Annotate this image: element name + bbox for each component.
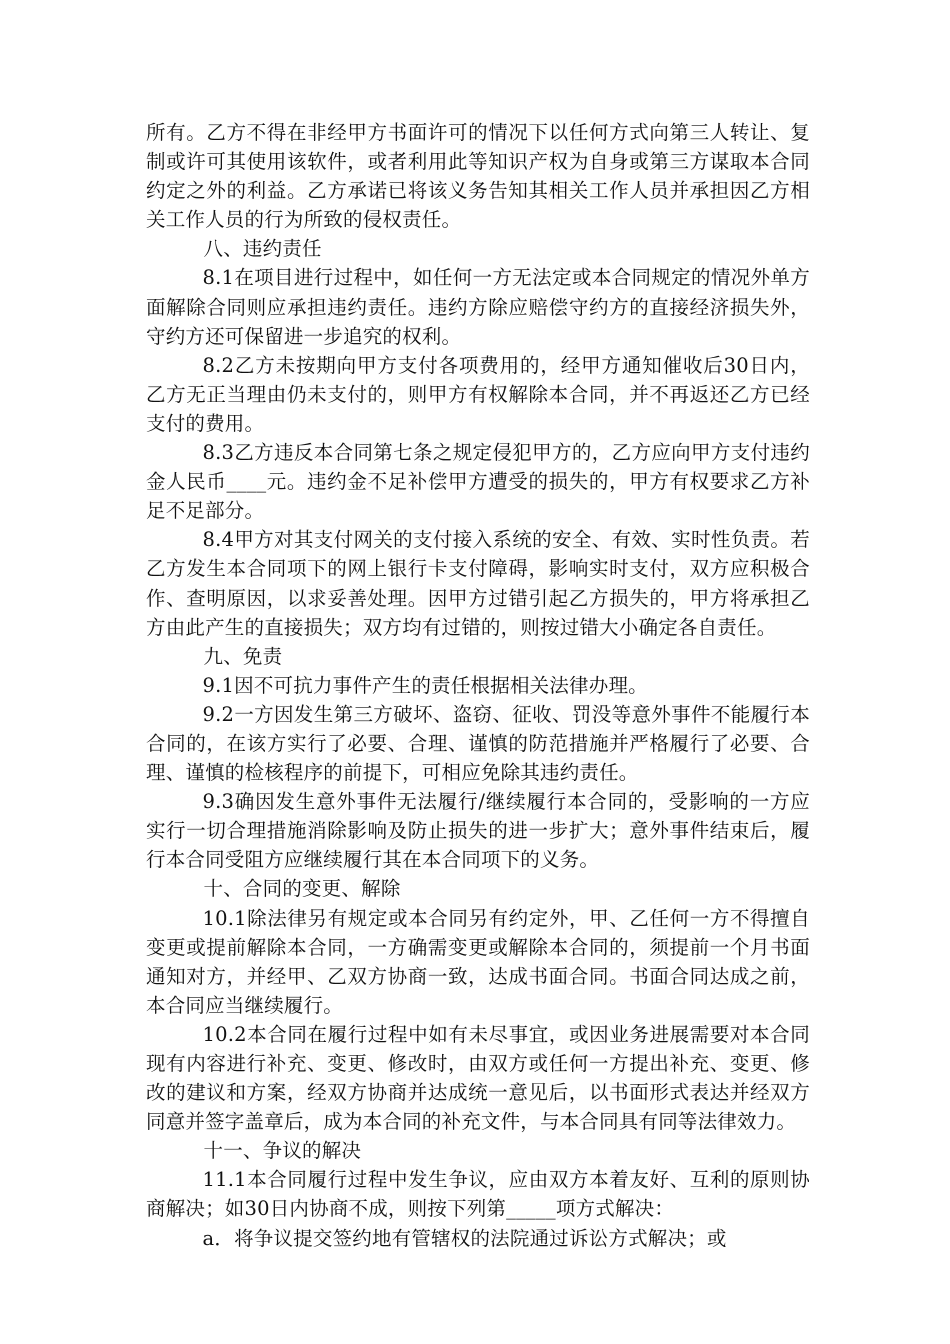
clause-8-3: 8.3乙方违反本合同第七条之规定侵犯甲方的，乙方应向甲方支付违约金人民币____元。违约金不足补偿甲方遭受的损失的，甲方有权要求乙方补足不足部分。 (146, 441, 810, 523)
clause-9-2: 9.2一方因发生第三方破坏、盗窃、征收、罚没等意外事件不能履行本合同的，在该方实行了必要、合理、谨慎的防范措施并严格履行了必要、合理、谨慎的检核程序的前提下，可相应免除其违约责任。 (146, 702, 810, 785)
section-heading-breach: 八、违约责任 (203, 237, 322, 261)
section-heading-dispute: 十一、争议的解决 (203, 1139, 362, 1163)
body-paragraph: 所有。乙方不得在非经甲方书面许可的情况下以任何方式向第三人转让、复制或许可其使用该软件，或者利用此等知识产权为自身或第三方谋取本合同约定之外的利益。乙方承诺已将该义务告知其相关工作人员并承担因乙方相关工作人员的行为所致的侵权责任。 (146, 121, 810, 232)
clause-10-2: 10.2本合同在履行过程中如有未尽事宜，或因业务进展需要对本合同现有内容进行补充、变更、修改时，由双方或任何一方提出补充、变更、修改的建议和方案，经双方协商并达成统一意见后，以书面形式表达并经双方同意并签字盖章后，成为本合同的补充文件，与本合同具有同等法律效力。 (146, 1022, 810, 1134)
clause-11-1: 11.1本合同履行过程中发生争议，应由双方本着友好、互利的原则协商解决；如30日内协商不成，则按下列第_____项方式解决： (146, 1168, 810, 1221)
clause-8-2: 8.2乙方未按期向甲方支付各项费用的，经甲方通知催收后30日内，乙方无正当理由仍未支付的，则甲方有权解除本合同，并不再返还乙方已经支付的费用。 (146, 353, 810, 435)
document-page (146, 118, 810, 1253)
clause-8-1: 8.1在项目进行过程中，如任何一方无法定或本合同规定的情况外单方面解除合同则应承担违约责任。违约方除应赔偿守约方的直接经济损失外，守约方还可保留进一步追究的权利。 (146, 266, 810, 348)
clause-9-3: 9.3确因发生意外事件无法履行/继续履行本合同的，受影响的一方应实行一切合理措施消除影响及防止损失的进一步扩大；意外事件结束后，履行本合同受阻方应继续履行其在本合同项下的义务。 (146, 790, 810, 872)
clause-10-1: 10.1除法律另有规定或本合同另有约定外，甲、乙任何一方不得擅自变更或提前解除本合同，一方确需变更或解除本合同的，须提前一个月书面通知对方，并经甲、乙双方协商一致，达成书面合同。书面合同达成之前，本合同应当继续履行。 (146, 906, 810, 1017)
clause-8-4: 8.4甲方对其支付网关的支付接入系统的安全、有效、实时性负责。若乙方发生本合同项下的网上银行卡支付障碍，影响实时支付，双方应积极合作、查明原因，以求妥善处理。因甲方过错引起乙方损失的，甲方将承担乙方由此产生的直接损失；双方均有过错的，则按过错大小确定各自责任。 (146, 528, 810, 639)
clause-9-1: 9.1因不可抗力事件产生的责任根据相关法律办理。 (202, 673, 648, 697)
clause-11-1-option-a: a．将争议提交签约地有管辖权的法院通过诉讼方式解决；或 (202, 1226, 727, 1250)
section-heading-exemption: 九、免责 (203, 644, 283, 668)
section-heading-amendment: 十、合同的变更、解除 (203, 877, 401, 901)
